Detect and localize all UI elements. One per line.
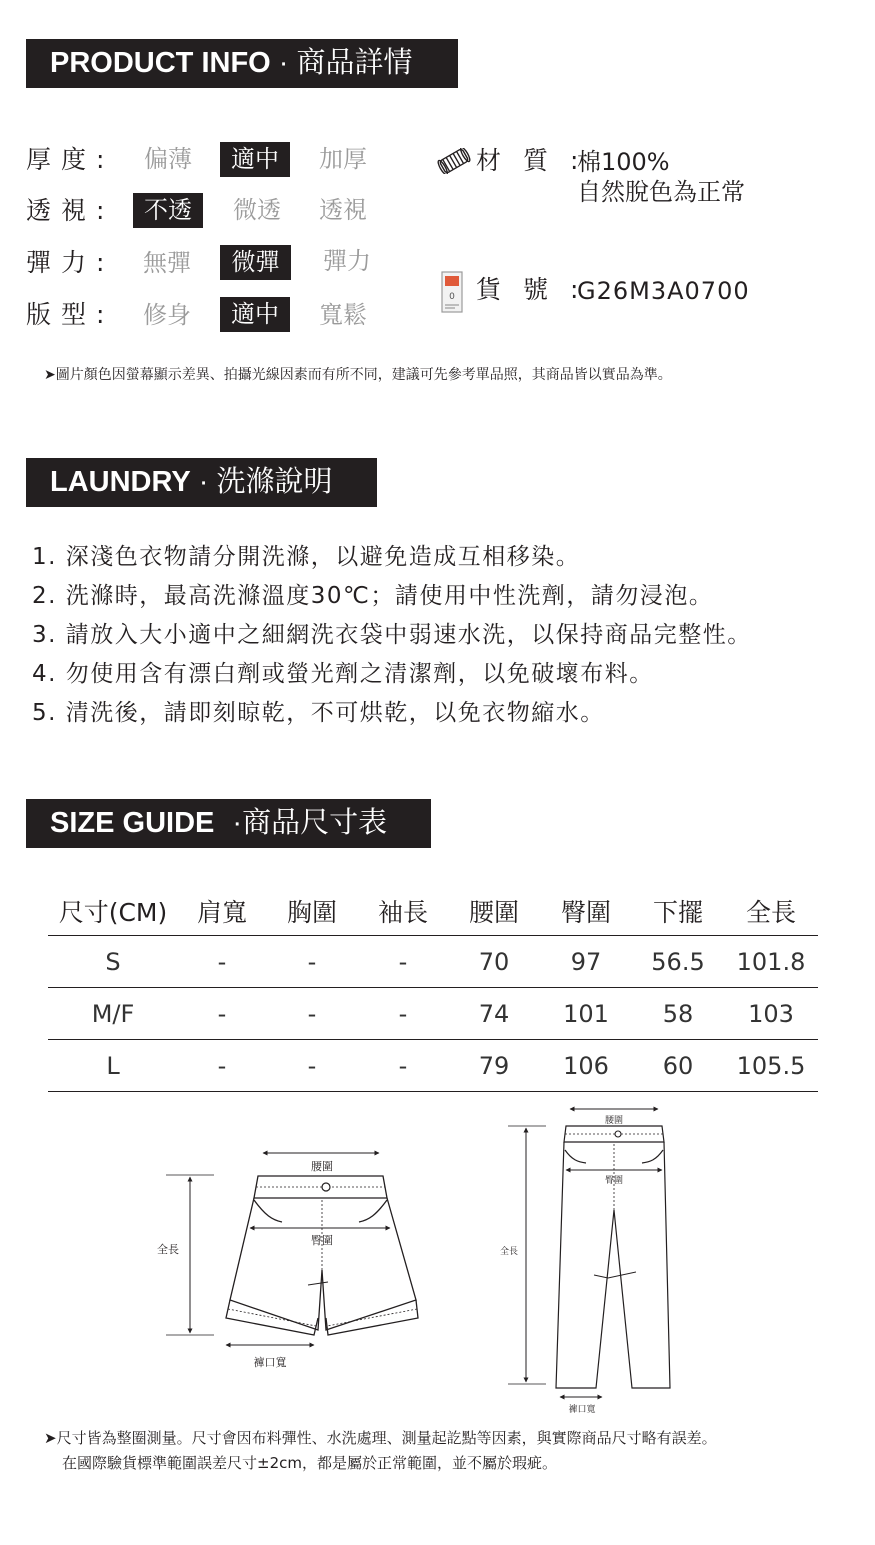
size-table xyxy=(48,887,818,1092)
table-cell: 56.5 xyxy=(632,936,724,988)
option-thin: 偏薄 xyxy=(144,145,192,173)
label-waist: 腰圍 xyxy=(604,1116,624,1126)
attribute-label: 厚度 xyxy=(26,145,97,174)
table-cell: - xyxy=(358,988,448,1040)
attribute-row-transparency xyxy=(26,193,104,229)
table-cell: 60 xyxy=(632,1040,724,1092)
header-sleeve: 袖長 xyxy=(358,887,448,936)
banner-title-zh: 商品詳情 xyxy=(296,47,413,79)
table-row xyxy=(48,988,818,1040)
label-hem: 褲口寬 xyxy=(568,1405,596,1415)
banner-title-zh: 商品尺寸表 xyxy=(242,807,388,839)
laundry-item: 4. 勿使用含有漂白劑或螢光劑之清潔劑，以免破壞布料。 xyxy=(32,661,654,687)
material-label-group xyxy=(476,146,578,179)
table-cell: 103 xyxy=(724,988,818,1040)
banner-title-en: SIZE GUIDE xyxy=(50,807,215,839)
table-cell: 101.8 xyxy=(724,936,818,988)
attribute-colon: : xyxy=(96,145,105,174)
sku-label: 貨號 xyxy=(476,275,571,304)
option-loose: 寬鬆 xyxy=(319,301,367,329)
table-cell: M/F xyxy=(48,988,178,1040)
banner-separator: · xyxy=(224,807,243,839)
banner-title-zh: 洗滌說明 xyxy=(216,466,333,498)
size-guide-banner xyxy=(26,799,431,848)
laundry-banner xyxy=(26,458,377,507)
label-length: 全長 xyxy=(157,1243,179,1256)
option-opaque-selected: 不透 xyxy=(133,193,203,228)
table-cell: 101 xyxy=(540,988,632,1040)
attribute-label: 透視 xyxy=(26,196,97,225)
product-info-banner xyxy=(26,39,458,88)
sku-label-group xyxy=(476,275,578,308)
thread-spool-icon xyxy=(436,148,472,174)
attribute-colon: : xyxy=(96,196,105,225)
material-note: 自然脫色為正常 xyxy=(577,178,745,206)
size-table-header xyxy=(48,887,818,936)
button-icon xyxy=(615,1131,621,1137)
option-medium-selected: 適中 xyxy=(220,142,290,177)
option-no-stretch: 無彈 xyxy=(143,249,191,277)
label-hem: 褲口寬 xyxy=(253,1356,287,1369)
table-cell: - xyxy=(178,1040,266,1092)
sku-colon: : xyxy=(570,275,579,304)
sku-value: G26M3A0700 xyxy=(577,277,750,305)
svg-text:0: 0 xyxy=(449,292,455,302)
table-cell: - xyxy=(358,1040,448,1092)
tag-label-icon xyxy=(440,270,466,314)
option-regular-selected: 適中 xyxy=(220,297,290,332)
header-hem: 下擺 xyxy=(632,887,724,936)
table-row xyxy=(48,1040,818,1092)
laundry-item: 1. 深淺色衣物請分開洗滌，以避免造成互相移染。 xyxy=(32,544,581,570)
option-slim: 修身 xyxy=(143,301,191,329)
banner-title-en: LAUNDRY xyxy=(50,466,191,498)
table-cell: - xyxy=(266,1040,358,1092)
attribute-label: 版型 xyxy=(26,300,97,329)
table-cell: 58 xyxy=(632,988,724,1040)
table-cell: - xyxy=(178,988,266,1040)
table-cell: - xyxy=(178,936,266,988)
option-slight-sheer: 微透 xyxy=(233,196,281,224)
button-icon xyxy=(322,1183,330,1191)
label-waist: 腰圍 xyxy=(311,1160,333,1173)
table-cell: - xyxy=(358,936,448,988)
banner-title-en: PRODUCT INFO xyxy=(50,47,271,79)
table-cell: 79 xyxy=(448,1040,540,1092)
table-cell: 97 xyxy=(540,936,632,988)
table-cell: S xyxy=(48,936,178,988)
label-hip: 臀圍 xyxy=(604,1176,624,1186)
material-label: 材質 xyxy=(476,146,571,175)
attribute-colon: : xyxy=(96,300,105,329)
size-note-line1: ➤尺寸皆為整圈測量。尺寸會因布料彈性、水洗處理、測量起訖點等因素，與實際商品尺寸略有誤差。 xyxy=(44,1429,717,1447)
option-slight-stretch-selected: 微彈 xyxy=(220,245,291,280)
laundry-item: 3. 請放入大小適中之細網洗衣袋中弱速水洗，以保持商品完整性。 xyxy=(32,622,752,648)
banner-separator: · xyxy=(270,47,297,79)
header-length: 全長 xyxy=(724,887,818,936)
option-sheer: 透視 xyxy=(319,196,367,224)
label-length: 全長 xyxy=(499,1247,519,1257)
pants-diagram xyxy=(490,1100,690,1420)
shorts-diagram xyxy=(150,1140,430,1380)
attribute-row-stretch xyxy=(26,245,104,281)
label-hip: 臀圍 xyxy=(311,1234,333,1247)
attribute-row-thickness xyxy=(26,142,104,178)
attribute-colon: : xyxy=(96,248,105,277)
size-note-line2: 在國際驗貨標準範圍誤差尺寸±2cm，都是屬於正常範圍，並不屬於瑕疵。 xyxy=(62,1454,557,1472)
header-waist: 腰圍 xyxy=(448,887,540,936)
header-size: 尺寸(CM) xyxy=(48,887,178,936)
option-stretch: 彈力 xyxy=(323,247,371,275)
table-cell: 70 xyxy=(448,936,540,988)
banner-separator: · xyxy=(190,466,217,498)
header-chest: 胸圍 xyxy=(266,887,358,936)
table-cell: - xyxy=(266,936,358,988)
attribute-row-fit xyxy=(26,297,104,333)
header-shoulder: 肩寬 xyxy=(178,887,266,936)
table-cell: 74 xyxy=(448,988,540,1040)
material-value: 棉100% xyxy=(577,148,670,176)
table-cell: - xyxy=(266,988,358,1040)
table-cell: 105.5 xyxy=(724,1040,818,1092)
header-hip: 臀圍 xyxy=(540,887,632,936)
material-colon: : xyxy=(570,146,579,175)
laundry-item: 2. 洗滌時，最高洗滌溫度30℃；請使用中性洗劑，請勿浸泡。 xyxy=(32,583,714,609)
table-cell: L xyxy=(48,1040,178,1092)
table-cell: 106 xyxy=(540,1040,632,1092)
product-color-note: ➤圖片顏色因螢幕顯示差異、拍攝光線因素而有所不同，建議可先參考單品照，其商品皆以實品為準。 xyxy=(44,367,672,383)
option-thick: 加厚 xyxy=(319,145,367,173)
laundry-item: 5. 清洗後，請即刻晾乾，不可烘乾，以免衣物縮水。 xyxy=(32,700,605,726)
table-row xyxy=(48,936,818,988)
attribute-label: 彈力 xyxy=(26,248,97,277)
